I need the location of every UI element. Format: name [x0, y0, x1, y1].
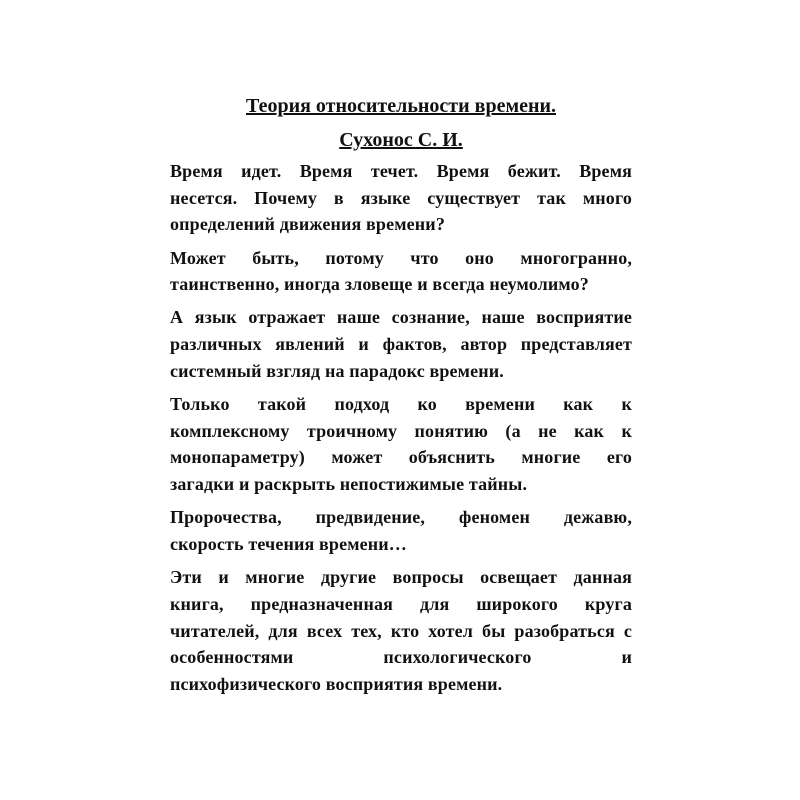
document-page: [170, 92, 632, 704]
text-line: особенностями психологического и: [170, 647, 632, 668]
paragraph: [170, 504, 632, 557]
text-line: Эти и многие другие вопросы освещает данная: [170, 567, 632, 588]
text-line: скорость течения времени…: [170, 533, 407, 554]
text-line: книга, предназначенная для широкого круга: [170, 593, 632, 614]
text-line: Время идет. Время течет. Время бежит. Время: [170, 161, 632, 181]
text-line: таинственно, иногда зловеще и всегда неумолимо?: [170, 274, 589, 295]
paragraph: [170, 158, 632, 238]
document-title: Теория относительности времени.: [246, 95, 556, 117]
text-line: читателей, для всех тех, кто хотел бы разобраться с: [170, 620, 632, 641]
document-author: Сухонос С. И.: [339, 129, 463, 151]
paragraph: [170, 304, 632, 384]
text-line: несется. Почему в языке существует так много: [170, 187, 632, 208]
text-line: монопараметру) может объяснить многие его: [170, 447, 632, 468]
paragraph: [170, 564, 632, 697]
text-line: определений движения времени?: [170, 214, 445, 235]
text-line: Пророчества, предвидение, феномен дежавю,: [170, 507, 632, 528]
text-line: комплексному троичному понятию (а не как к: [170, 420, 632, 441]
paragraph: [170, 391, 632, 498]
text-line: А язык отражает наше сознание, наше восприятие: [170, 307, 632, 328]
text-line: различных явлений и фактов, автор представляет: [170, 334, 632, 355]
text-line: системный взгляд на парадокс времени.: [170, 360, 504, 381]
text-line: психофизического восприятия времени.: [170, 673, 503, 694]
text-line: Может быть, потому что оно многогранно,: [170, 247, 632, 268]
text-line: загадки и раскрыть непостижимые тайны.: [170, 474, 528, 495]
document-body: [170, 158, 632, 698]
paragraph: [170, 245, 632, 298]
text-line: Только такой подход ко времени как к: [170, 394, 632, 414]
